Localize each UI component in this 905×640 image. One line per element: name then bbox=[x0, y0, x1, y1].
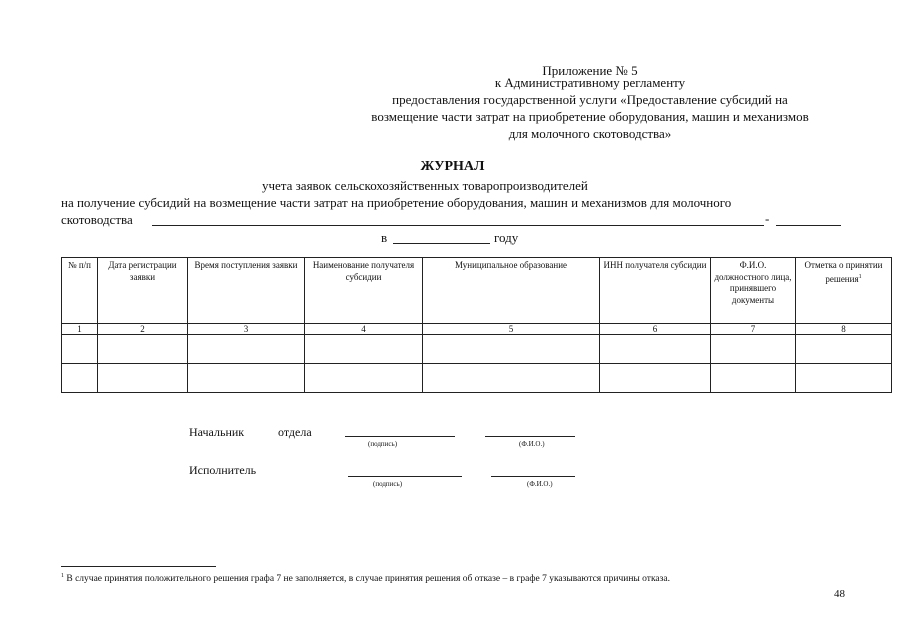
year-fill-line bbox=[393, 243, 490, 244]
table-cell bbox=[796, 364, 892, 393]
header-cell: № п/п bbox=[62, 258, 98, 324]
journal-line4-dash: - bbox=[765, 211, 770, 226]
column-number: 3 bbox=[188, 324, 305, 335]
year-prefix: в bbox=[381, 230, 388, 245]
executor-name-line bbox=[491, 476, 575, 477]
table-row bbox=[62, 335, 892, 364]
head-name-caption: (Ф.И.О.) bbox=[519, 440, 545, 448]
table-cell bbox=[188, 364, 305, 393]
footnote-text: В случае принятия положительного решения графа 7 не заполняется, в случае принятия решения об отказе – в графе 7 указываются причины отказа. bbox=[66, 574, 670, 585]
table-cell bbox=[98, 364, 188, 393]
table-cell bbox=[305, 364, 423, 393]
table-cell bbox=[423, 364, 600, 393]
table-cell bbox=[711, 335, 796, 364]
footnote-separator bbox=[61, 566, 216, 567]
fill-line-main bbox=[152, 225, 764, 226]
table-cell bbox=[305, 335, 423, 364]
table-cell bbox=[600, 335, 711, 364]
appendix-line-2: к Административному регламенту bbox=[494, 75, 686, 90]
table-cell bbox=[423, 335, 600, 364]
table-header-row bbox=[62, 258, 892, 324]
footnote-mark: 1 bbox=[61, 573, 64, 579]
appendix-line-4: возмещение части затрат на приобретение оборудования, машин и механизмов bbox=[371, 109, 809, 124]
head-label: Начальник bbox=[189, 425, 245, 439]
column-number: 7 bbox=[711, 324, 796, 335]
column-number: 5 bbox=[423, 324, 600, 335]
column-number: 4 bbox=[305, 324, 423, 335]
executor-signature-line bbox=[348, 476, 462, 477]
table-number-row bbox=[62, 324, 892, 335]
journal-subtitle: учета заявок сельскохозяйственных товаропроизводителей bbox=[262, 178, 588, 193]
table-row bbox=[62, 364, 892, 393]
journal-line4-prefix: скотоводства bbox=[61, 212, 133, 227]
journal-title: ЖУРНАЛ bbox=[420, 159, 485, 174]
head-label-department: отдела bbox=[278, 425, 312, 439]
table-cell bbox=[600, 364, 711, 393]
registration-table bbox=[61, 257, 892, 393]
header-cell: Дата регистрации заявки bbox=[98, 258, 188, 324]
header-cell-decision bbox=[796, 258, 892, 324]
table-cell bbox=[98, 335, 188, 364]
table-cell bbox=[711, 364, 796, 393]
head-signature-line bbox=[345, 436, 455, 437]
executor-signature-caption: (подпись) bbox=[373, 480, 403, 488]
column-number: 1 bbox=[62, 324, 98, 335]
table-cell bbox=[62, 364, 98, 393]
page-number: 48 bbox=[834, 588, 845, 600]
column-number: 2 bbox=[98, 324, 188, 335]
column-number: 6 bbox=[600, 324, 711, 335]
appendix-line-5: для молочного скотоводства» bbox=[508, 126, 672, 141]
executor-label: Исполнитель bbox=[189, 463, 257, 477]
header-cell: Отметка о принятии решения bbox=[804, 260, 883, 284]
table-cell bbox=[796, 335, 892, 364]
header-cell: Наименование получателя субсидии bbox=[305, 258, 423, 324]
header-cell: ИНН получателя субсидии bbox=[600, 258, 711, 324]
executor-name-caption: (Ф.И.О.) bbox=[527, 480, 553, 488]
appendix-line-3: предоставления государственной услуги «Предоставление субсидий на bbox=[392, 92, 788, 107]
table-cell bbox=[188, 335, 305, 364]
appendix-line-1: Приложение № 5 bbox=[542, 63, 638, 78]
journal-purpose: на получение субсидий на возмещение части затрат на приобретение оборудования, машин и механизмов для молочного bbox=[61, 195, 732, 210]
footnote-ref: 1 bbox=[858, 273, 862, 280]
head-signature-caption: (подпись) bbox=[368, 440, 398, 448]
head-name-line bbox=[485, 436, 575, 437]
fill-line-end bbox=[776, 225, 841, 226]
column-number: 8 bbox=[796, 324, 892, 335]
table-cell bbox=[62, 335, 98, 364]
footnote bbox=[61, 573, 670, 584]
year-suffix: году bbox=[494, 230, 519, 245]
header-cell: Время поступления заявки bbox=[188, 258, 305, 324]
header-cell: Муниципальное образование bbox=[423, 258, 600, 324]
header-cell: Ф.И.О. должностного лица, принявшего документы bbox=[711, 258, 796, 324]
